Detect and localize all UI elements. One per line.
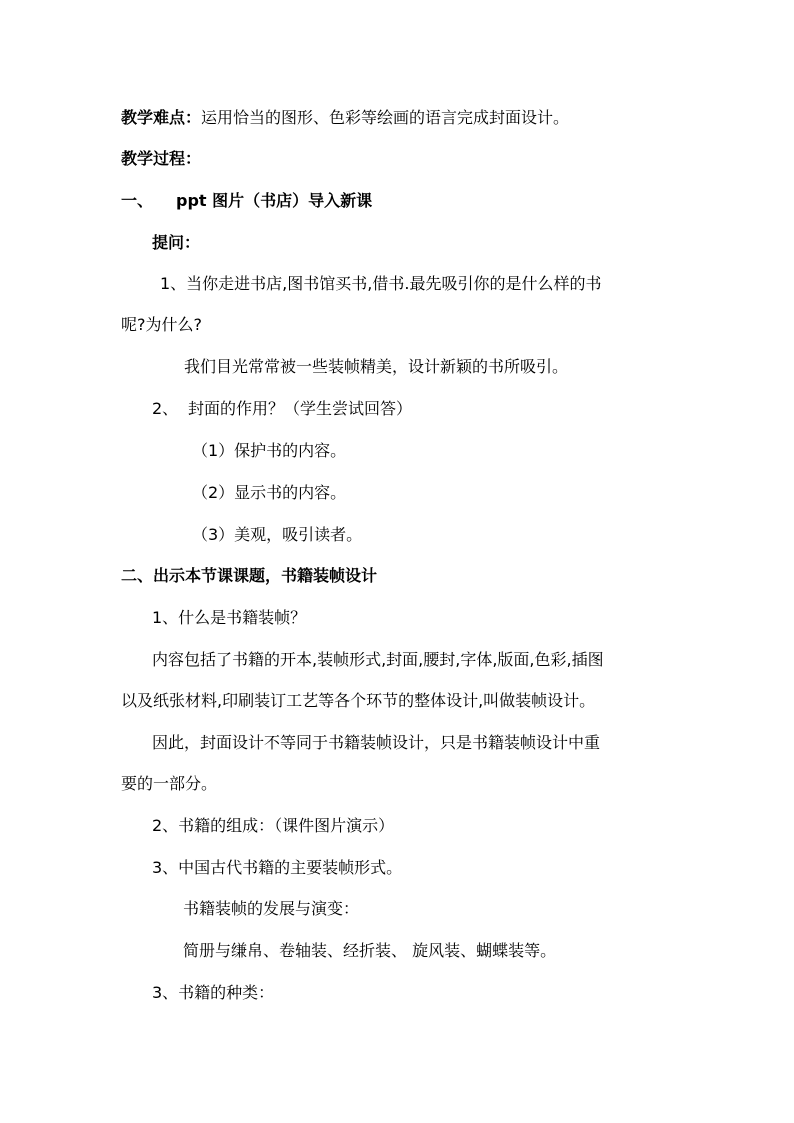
teaching-difficulty-text: 运用恰当的图形、色彩等绘画的语言完成封面设计。: [201, 108, 570, 127]
question-label: 提问：: [152, 233, 201, 252]
question-1-answer: 我们目光常常被一些装帧精美，设计新颖的书所吸引。: [184, 357, 569, 376]
question-1-line-1: 1、当你走进书店,图书馆买书,借书.最先吸引你的是什么样的书: [160, 274, 602, 293]
part-1-paragraph-line-1: 内容包括了书籍的开本,装帧形式,封面,腰封,字体,版面,色彩,插图: [152, 650, 604, 669]
part-3-items: 简册与缣帛、卷轴装、经折装、 旋风装、蝴蝶装等。: [183, 941, 557, 960]
part-3-heading: 3、中国古代书籍的主要装帧形式。: [152, 858, 403, 877]
part-1-paragraph-line-4: 要的一部分。: [121, 774, 218, 793]
part-1-paragraph-line-3: 因此，封面设计不等同于书籍装帧设计，只是书籍装帧设计中重: [152, 733, 601, 752]
question-1-line-2: 呢?为什么?: [121, 315, 202, 334]
section-one-title: ppt 图片（书店）导入新课: [176, 191, 373, 210]
teaching-process-heading: 教学过程：: [121, 149, 202, 168]
teaching-difficulty-line: [121, 108, 569, 128]
question-2-number: 2、: [152, 399, 179, 418]
part-4-heading: 3、书籍的种类：: [152, 983, 275, 1002]
part-3-subheading: 书籍装帧的发展与演变：: [183, 899, 360, 918]
teaching-difficulty-label: 教学难点：: [121, 108, 202, 127]
question-2-text: 封面的作用？（学生尝试回答）: [188, 399, 413, 418]
question-2-item-1: （1）保护书的内容。: [192, 441, 347, 460]
section-one-number: 一、: [121, 191, 154, 210]
part-2-heading: 2、书籍的组成：（课件图片演示）: [152, 816, 395, 835]
section-two-title: 二、出示本节课课题，书籍装帧设计: [121, 566, 378, 585]
part-1-heading: 1、什么是书籍装帧？: [152, 608, 307, 627]
question-2-item-2: （2）显示书的内容。: [192, 483, 347, 502]
question-2-item-3: （3）美观，吸引读者。: [192, 525, 363, 544]
part-1-paragraph-line-2: 以及纸张材料,印刷装订工艺等各个环节的整体设计,叫做装帧设计。: [121, 691, 596, 710]
